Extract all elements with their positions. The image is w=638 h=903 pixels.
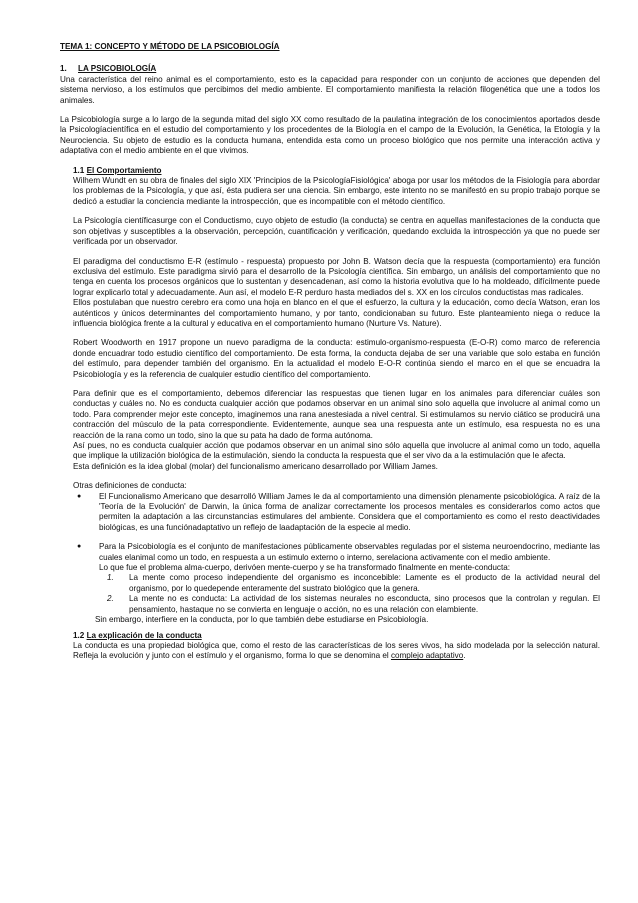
section-1-1-number: 1.1 [73, 165, 85, 175]
section-1-paragraph-1: Una característica del reino animal es el comportamiento, esto es la capacidad para responder con un conjunto de acciones que dependen del sistema nervioso, a los estímulos que percibimos del medio ambiente. El comportamiento manifiesta la relación filogenética que une a todos los animales. [60, 74, 600, 105]
section-1-heading [60, 64, 600, 74]
section-1-paragraph-2: La Psicobiología surge a lo largo de la segunda mitad del siglo XX como resultado de la paulatina integración de los conocimientos aportados desde la Psicologíacientífica en el estudio del comportamiento y los procedentes de la Biología en el campo de la Evolución, la Genética, la Etología y la Neurociencia. Su objeto de estudio es la conducta humana, entendida esta como un proceso biológico que nos permite una interacción activa y adaptativa con el medio ambiente en el que vivimos. [60, 115, 600, 156]
wundt-paragraph: Wilhem Wundt en su obra de finales del siglo XIX 'Principios de la PsicologíaFisiológica' aboga por usar los métodos de la Fisiología para abordar los problemas de la Psicología, y que así, ésta pudiera ser una ciencia. Sin embargo, este intento no se manifestó en su propio trabajo porque se dedicó a estudiar la conciencia mediante la introspección, que es incompatible con el método científico. [73, 176, 600, 206]
section-1-2-title: La explicación de la conducta [86, 630, 202, 640]
list-item [60, 573, 600, 594]
document-title: TEMA 1: CONCEPTO Y MÉTODO DE LA PSICOBIOLOGÍA [60, 42, 280, 51]
other-definitions-label: Otras definiciones de conducta: [73, 481, 187, 491]
list-item [60, 594, 600, 615]
explicacion-text: La conducta es una propiedad biológica que, como el resto de las características de los seres vivos, ha sido modelada por la selección natural. Refleja la evolución y junto con el estímulo y el organismo, forma lo que se denomina el [73, 640, 600, 661]
watson-paragraph: El paradigma del conductismo E-R (estímulo - respuesta) propuesto por John B. Watson decía que la respuesta (comportamiento) era función exclusiva del estímulo. Este paradigma sirvió para el desarrollo de la Psicología científica. Sin embargo, un análisis del comportamiento que no tenga en cuenta los procesos orgánicos que lo sustentan y desencadenan, así como la historia evolutiva que lo ha moldeado, difícilmente puede lograr explicarlo total y adecuadamente. Aun así, el modelo E-R perduro hasta mediados del s. XX en los círculos conductistas mas radicales. [73, 256, 600, 297]
item-1-text: La mente como proceso independiente del organismo es inconcebible: Lamente es el producto de la actividad neural del organismo, por lo quedepende enteramente del sustrato biológico que la genera. [129, 573, 600, 593]
list-item [60, 542, 600, 573]
mind-body-sentence: Lo que fue el problema alma-cuerpo, derivóen mente-cuerpo y se ha transformado finalmente en mente-conducta: [99, 563, 510, 573]
definition-paragraph: Para definir que es el comportamiento, debemos diferenciar las respuestas que tienen lugar en los animales para diferenciar cuáles son conductas y cuáles no. No es conducta cualquier acción que podamos observar en un animal sino solo aquella que involucre al animal como un todo. Para comprender mejor este concepto, imaginemos una rana anestesiada a nivel central. Si estimulamos su nervio ciático se producirá una contracción del músculo de la pata correspondiente. Evidentemente, aunque sea una respuesta ante un estímulo, esa respuesta no es una reacción de la rana como un todo, sino la que su pata ha dado de forma autónoma. [73, 388, 600, 440]
section-1-2-number: 1.2 [73, 630, 85, 640]
closing-sentence: Sin embargo, interfiere en la conducta, por lo que también debe estudiarse en Psicobiología. [95, 615, 429, 625]
section-1-1-title: El Comportamiento [86, 165, 162, 175]
list-item [60, 492, 600, 534]
section-1-number: 1. [60, 64, 67, 74]
explicacion-paragraph [60, 641, 600, 662]
section-1-2-heading [60, 631, 600, 641]
item-2-number: 2. [107, 594, 114, 604]
section-1-title: LA PSICOBIOLOGÍA [78, 64, 157, 74]
section-1-1-heading [60, 166, 600, 176]
explicacion-end: . [463, 651, 466, 661]
bullet-icon: ● [77, 543, 82, 551]
woodworth-paragraph: Robert Woodworth en 1917 propone un nuevo paradigma de la conducta: estimulo-organismo-respuesta (E-O-R) como marco de referencia donde encuadrar todo estudio científico del comportamiento. De esta forma, la conducta dejaba de ser una variable que solo estaba en función del estímulo, para depender también del organismo. En la actualidad el modelo E-O-R continúa siendo el marco en el que se encuadra la Psicobiología y es la referencia de cualquier estudio científico del comportamiento. [73, 338, 600, 379]
conductismo-paragraph: La Psicología científicasurge con el Conductismo, cuyo objeto de estudio (la conducta) se centra en aquellas manifestaciones de la conducta que son objetivas y susceptibles a la observación, percepción, cuantificación y verificación, quedando excluida la introspección ya que no puede ser verificada por un observador. [73, 216, 600, 247]
whole-animal-paragraph: Así pues, no es conducta cualquier acción que podamos observar en un animal sino sólo aquella que involucre al animal como un todo, aquella que implique la utilización biológica de la estimulación, siendo la conducta la respuesta que el ser vivo da a la estimulación que le afecta. [73, 441, 600, 461]
bullet-icon: ● [77, 492, 82, 500]
funcionalismo-bullet: El Funcionalismo Americano que desarrolló William James le da al comportamiento una dimensión plenamente psicobiológica. A raíz de la 'Teoría de la Evolución' de Darwin, la única forma de analizar correctamente los procesos mentales es considerarlos como actos que permiten la adaptación a las circunstancias estimulares del ambiente. Considera que el comportamiento es como el resto deactividades biológicas, es una funciónadaptativo un reflejo de laadaptación de la especie al medio. [99, 491, 600, 532]
item-1-number: 1. [107, 573, 114, 583]
psicobiologia-bullet: Para la Psicobiología es el conjunto de manifestaciones públicamente observables reguladas por el sistema neuroendocrino, mediante las cuales elanimal como un todo, en respuesta a un estimulo externo o interno, serelaciona activamente con el medio ambiente. [99, 542, 600, 562]
item-2-text: La mente no es conducta: La actividad de los sistemas neurales no esconducta, sino procesos que la controlan y regulan. El pensamiento, hastaque no se convierta en lenguaje o acción, no es una relación con elambiente. [129, 594, 600, 614]
complejo-adaptativo-term: complejo adaptativo [390, 651, 464, 661]
james-paragraph: Esta definición es la idea global (molar) del funcionalismo americano desarrollado por William James. [73, 461, 438, 471]
nurture-paragraph: Ellos postulaban que nuestro cerebro era como una hoja en blanco en el que el esfuerzo, la cultura y la educación, como decía Watson, eran los auténticos y únicos determinantes del comportamiento humano, y por tanto, condicionaban su futuro. Este planteamiento niega o reduce la influencia biológica frente a la cultural y educativa en el comportamiento humano (Nurture Vs. Nature). [73, 298, 600, 328]
